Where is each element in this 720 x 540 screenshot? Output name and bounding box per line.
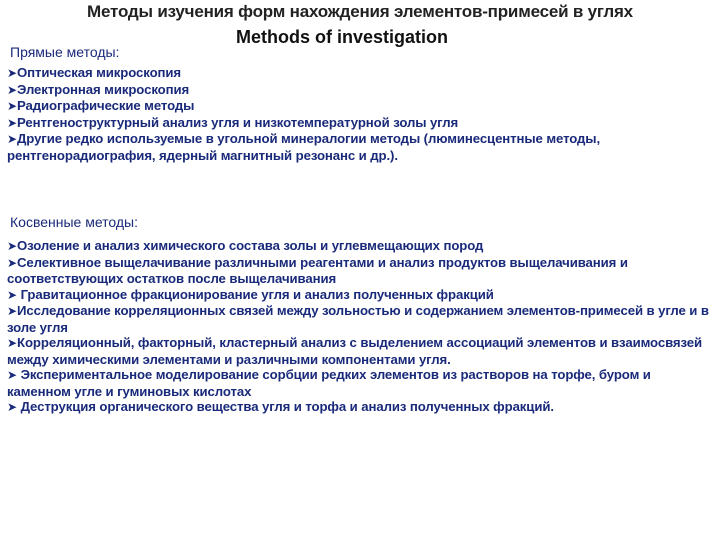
direct-methods-heading: Прямые методы: bbox=[10, 44, 120, 60]
arrow-bullet-icon: ➤ bbox=[7, 82, 17, 97]
list-item: ➤Оптическая микроскопия bbox=[7, 65, 182, 80]
arrow-bullet-icon: ➤ bbox=[7, 304, 17, 318]
list-item: ➤Селективное выщелачивание различными реагентами и анализ продуктов выщелачивания и соответствующих остатков после выщелачивания bbox=[7, 254, 628, 286]
arrow-bullet-icon: ➤ bbox=[7, 239, 17, 253]
arrow-bullet-icon: ➤ bbox=[7, 287, 17, 302]
direct-methods-heading-text: Прямые методы bbox=[10, 44, 116, 60]
list-item: ➤ Гравитационное фракционирование угля и анализ полученных фракций bbox=[7, 286, 494, 302]
indirect-methods-heading-text: Косвенные методы bbox=[10, 214, 135, 230]
list-item: ➤Исследование корреляционных связей между зольностью и содержанием элементов-примесей в угле и в золе угля bbox=[7, 303, 709, 335]
arrow-bullet-icon: ➤ bbox=[7, 400, 17, 414]
arrow-bullet-icon: ➤ bbox=[7, 115, 17, 130]
list-item: ➤Радиографические методы bbox=[7, 98, 195, 113]
list-item: ➤Озоление и анализ химического состава золы и углевмещающих пород bbox=[7, 238, 484, 253]
indirect-methods-heading: Косвенные методы: bbox=[10, 214, 139, 230]
indirect-methods-list bbox=[7, 238, 715, 416]
slide-subtitle: Methods of investigation bbox=[236, 27, 449, 47]
list-item: ➤ Экспериментальное моделирование сорбции редких элементов из растворов на торфе, буром и каменном угле и гуминовых кислотах bbox=[7, 367, 651, 399]
arrow-bullet-icon: ➤ bbox=[7, 99, 17, 113]
list-item: ➤Рентгеноструктурный анализ угля и низкотемпературной золы угля bbox=[7, 114, 459, 130]
direct-methods-list bbox=[7, 65, 715, 163]
arrow-bullet-icon: ➤ bbox=[7, 66, 17, 80]
list-item: ➤Корреляционный, факторный, кластерный анализ с выделением ассоциаций элементов и взаимосвязей между химическими элементами и различными компонентами угля. bbox=[7, 335, 703, 367]
arrow-bullet-icon: ➤ bbox=[7, 255, 17, 270]
arrow-bullet-icon: ➤ bbox=[7, 132, 17, 146]
arrow-bullet-icon: ➤ bbox=[7, 336, 17, 350]
arrow-bullet-icon: ➤ bbox=[7, 368, 17, 382]
slide-title: Методы изучения форм нахождения элементов-примесей в углях bbox=[87, 2, 633, 21]
list-item: ➤Электронная микроскопия bbox=[7, 81, 190, 97]
list-item: ➤ Деструкция органического вещества угля и торфа и анализ полученных фракций. bbox=[7, 399, 554, 414]
list-item: ➤Другие редко используемые в угольной минералогии методы (люминесцентные методы, рентгенорадиография, ядерный магнитный резонанс и др.). bbox=[7, 131, 601, 163]
